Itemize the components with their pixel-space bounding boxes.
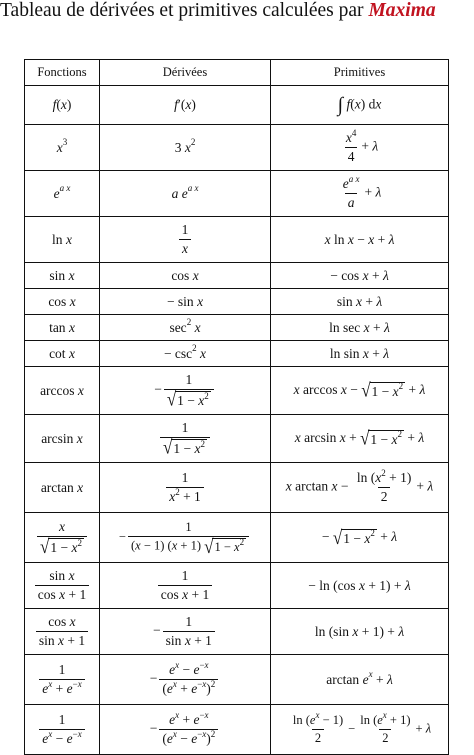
derivative-cell: 3 $x^2$ [100, 125, 271, 171]
derivative-cell: − $\frac{e^x + e^{-x}}{(e^x - e^{-x})^2}$ [100, 705, 271, 755]
derivative-cell: − $\csc^2 x$ [100, 341, 271, 367]
function-cell: $\frac{1}{e^x - e^{-x}}$ [25, 705, 100, 755]
header-primitives: Primitives [271, 60, 449, 86]
title-text: Tableau de dérivées et primitives calculées par [0, 0, 369, 21]
derivative-cell: − 1 (x − 1) (x + 1) √ $1 - x^2$ [100, 513, 271, 563]
table-row [25, 705, 449, 755]
primitive-cell: ln sec x + λ [271, 315, 449, 341]
function-cell: $\frac{\text{sin x}}{\text{cos x + 1}}$ [25, 563, 100, 609]
primitive-cell: x arccos x − √ $1 - x^2$ + λ [271, 367, 449, 415]
table-row [25, 263, 449, 289]
primitive-cell: $\frac{\ln (e^x - 1)}{2}$ − $\frac{\ln (e^x + 1)}{2}$ + λ [271, 705, 449, 755]
primitive-cell: $\arctan e^x + \lambda$ [271, 655, 449, 705]
derivative-cell: $\frac{1}{\text{cos x + 1}}$ [100, 563, 271, 609]
table-row [25, 367, 449, 415]
primitive-cell: − ln (cos x + 1) + λ [271, 563, 449, 609]
table-row [25, 86, 449, 125]
table-row [25, 513, 449, 563]
derivative-cell: f′(x) [100, 86, 271, 125]
title-line [0, 0, 436, 22]
header-row [25, 60, 449, 86]
header-derivatives: Dérivées [100, 60, 271, 86]
table-row [25, 315, 449, 341]
page-title [0, 0, 474, 38]
table-row [25, 341, 449, 367]
table-row [25, 463, 449, 513]
table-row [25, 655, 449, 705]
derivatives-table [24, 59, 449, 755]
primitive-cell: − cos x + λ [271, 263, 449, 289]
primitive-cell: ln sin x + λ [271, 341, 449, 367]
function-cell: cot x [25, 341, 100, 367]
derivative-cell: cos x [100, 263, 271, 289]
primitive-cell: $\frac{e^{a x}}{a}$ + λ [271, 171, 449, 217]
function-cell: ln x [25, 217, 100, 263]
primitive-cell: sin x + λ [271, 289, 449, 315]
derivative-cell: a $e^{a x}$ [100, 171, 271, 217]
primitive-cell: ln (sin x + 1) + λ [271, 609, 449, 655]
table-row [25, 415, 449, 463]
function-cell: cos x [25, 289, 100, 315]
table-row [25, 289, 449, 315]
function-cell: $x^3$ [25, 125, 100, 171]
derivative-cell: − sin x [100, 289, 271, 315]
function-cell: arcsin x [25, 415, 100, 463]
table-row [25, 125, 449, 171]
table-row [25, 563, 449, 609]
primitive-cell: x arcsin x + √ $1 - x^2$ + λ [271, 415, 449, 463]
primitive-cell: x ln x − x + λ [271, 217, 449, 263]
function-cell: $\frac{\text{cos x}}{\text{sin x + 1}}$ [25, 609, 100, 655]
derivative-cell: $\sec^2 x$ [100, 315, 271, 341]
primitive-cell: $\frac{x^4}{4}$ + λ [271, 125, 449, 171]
function-cell: sin x [25, 263, 100, 289]
function-cell: f(x) [25, 86, 100, 125]
function-cell: $e^{a x}$ [25, 171, 100, 217]
derivative-cell: $\frac{1}{x^2 + 1}$ [100, 463, 271, 513]
table-row [25, 217, 449, 263]
function-cell: arccos x [25, 367, 100, 415]
header-functions: Fonctions [25, 60, 100, 86]
maxima-brand: Maxima [368, 0, 436, 21]
derivative-cell: 1 √ $1 - x^2$ [100, 415, 271, 463]
function-cell: tan x [25, 315, 100, 341]
primitive-cell: x arctan x − $\frac{\ln (x^2 + 1)}{2}$ + λ [271, 463, 449, 513]
function-cell: $\frac{1}{e^x + e^{-x}}$ [25, 655, 100, 705]
table-row [25, 171, 449, 217]
derivative-cell: − 1 √ $1 - x^2$ [100, 367, 271, 415]
function-cell: arctan x [25, 463, 100, 513]
primitive-cell: − √ $1 - x^2$ + λ [271, 513, 449, 563]
table-row [25, 609, 449, 655]
function-cell: x √ $1 - x^2$ [25, 513, 100, 563]
derivative-cell: − $\frac{e^x - e^{-x}}{(e^x + e^{-x})^2}$ [100, 655, 271, 705]
derivative-cell: − $\frac{1}{\text{sin x + 1}}$ [100, 609, 271, 655]
primitive-cell: ∫ f(x) dx [271, 86, 449, 125]
derivative-cell: $\frac{1}{x}$ [100, 217, 271, 263]
